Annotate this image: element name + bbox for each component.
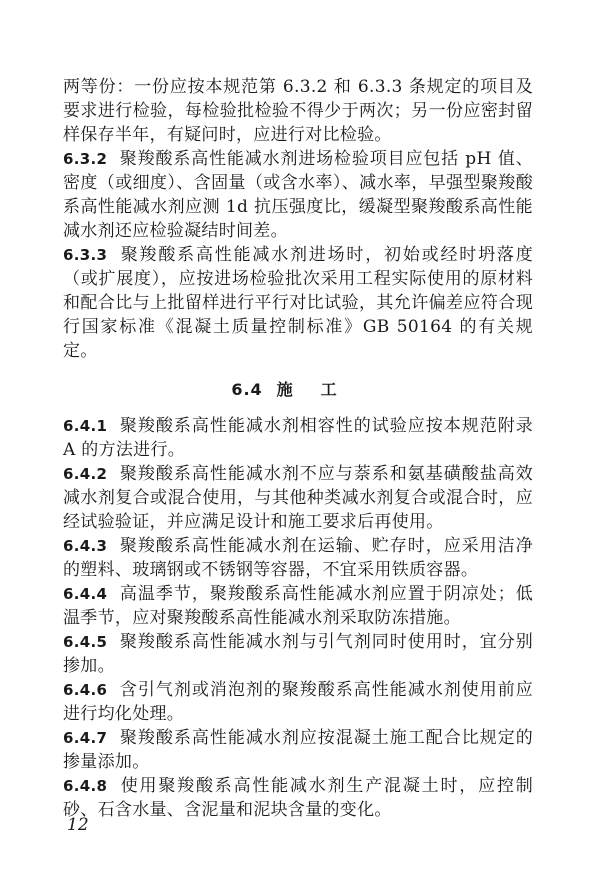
clause-number: 6.4.4 <box>63 585 108 603</box>
section-number: 6.4 <box>231 380 263 399</box>
clause-text: 聚羧酸系高性能减水剂与引气剂同时使用时，宜分别掺加。 <box>63 632 533 676</box>
clause-6-4-4 <box>63 582 533 630</box>
clause-number: 6.4.3 <box>63 537 108 555</box>
clause-text: 高温季节，聚羧酸系高性能减水剂应置于阴凉处；低温季节，应对聚羧酸系高性能减水剂采取防冻措施。 <box>63 584 533 628</box>
section-heading <box>63 377 533 400</box>
clause-text: 聚羧酸系高性能减水剂在运输、贮存时，应采用洁净的塑料、玻璃钢或不锈钢等容器，不宜采用铁质容器。 <box>63 536 533 580</box>
clause-text: 聚羧酸系高性能减水剂进场时，初始或经时坍落度（或扩展度），应按进场检验批次采用工程实际使用的原材料和配合比与上批留样进行平行对比试验，其允许偏差应符合现行国家标准《混凝土质量控制标准》GB 50164 的有关规定。 <box>63 245 533 361</box>
clause-number: 6.3.2 <box>63 150 108 168</box>
section-name: 施工 <box>276 380 365 399</box>
clause-6-4-7 <box>63 726 533 774</box>
clause-6-4-6 <box>63 678 533 726</box>
clause-6-3-3 <box>63 243 533 363</box>
clause-text: 含引气剂或消泡剂的聚羧酸系高性能减水剂使用前应进行均化处理。 <box>63 680 533 724</box>
clause-number: 6.4.5 <box>63 633 108 651</box>
clause-6-4-8 <box>63 774 533 822</box>
intro-paragraph: 两等份：一份应按本规范第 6.3.2 和 6.3.3 条规定的项目及要求进行检验，每检验批检验不得少于两次；另一份应密封留样保存半年，有疑问时，应进行对比检验。 <box>63 77 533 145</box>
clause-6-4-3 <box>63 534 533 582</box>
clause-6-4-1 <box>63 414 533 462</box>
clause-text: 聚羧酸系高性能减水剂应按混凝土施工配合比规定的掺量添加。 <box>63 728 533 772</box>
clause-number: 6.4.6 <box>63 681 108 699</box>
clause-6-4-5 <box>63 630 533 678</box>
clause-number: 6.3.3 <box>63 246 108 264</box>
clause-text: 使用聚羧酸系高性能减水剂生产混凝土时，应控制砂、石含水量、含泥量和泥块含量的变化。 <box>63 776 533 820</box>
clause-number: 6.4.1 <box>63 417 108 435</box>
clause-number: 6.4.2 <box>63 465 108 483</box>
clause-text: 聚羧酸系高性能减水剂相容性的试验应按本规范附录 A 的方法进行。 <box>63 416 533 460</box>
document-body <box>63 75 533 822</box>
clause-6-3-2 <box>63 147 533 243</box>
clause-6-4-2 <box>63 462 533 534</box>
clause-number: 6.4.7 <box>63 729 108 747</box>
clause-text: 聚羧酸系高性能减水剂进场检验项目应包括 pH 值、密度（或细度）、含固量（或含水率）、减水率，早强型聚羧酸系高性能减水剂应测 1d 抗压强度比，缓凝型聚羧酸系高性能减水剂还应检验凝结时间差。 <box>63 149 533 241</box>
page-number: 12 <box>67 815 89 835</box>
clause-number: 6.4.8 <box>63 777 108 795</box>
clause-text: 聚羧酸系高性能减水剂不应与萘系和氨基磺酸盐高效减水剂复合或混合使用，与其他种类减水剂复合或混合时，应经试验验证，并应满足设计和施工要求后再使用。 <box>63 464 533 532</box>
